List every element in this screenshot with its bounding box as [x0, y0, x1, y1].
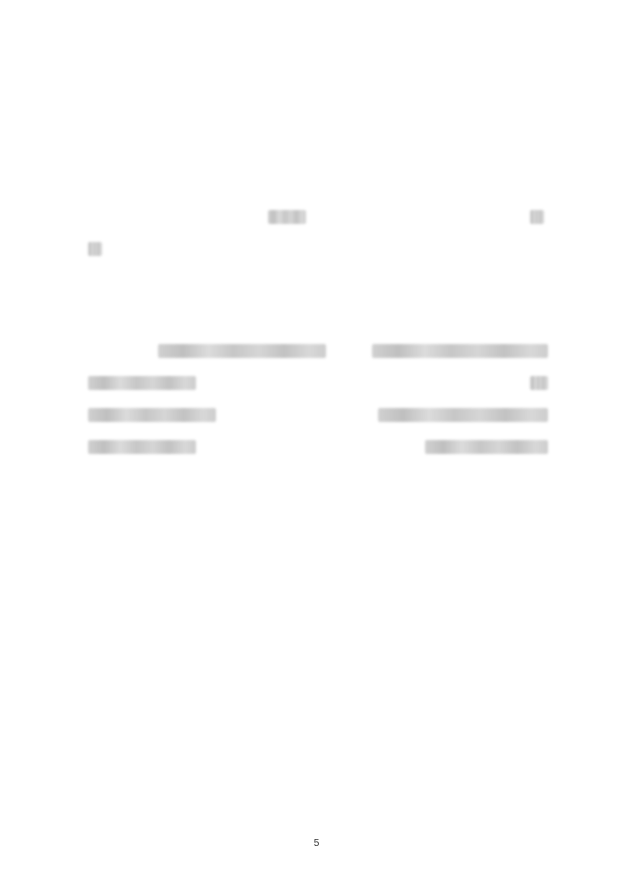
text-line-22	[0, 699, 633, 731]
text-line-5	[0, 137, 633, 169]
redacted-text	[158, 344, 326, 358]
redacted-text	[530, 376, 548, 390]
text-line-13	[0, 399, 633, 431]
text-line-6	[0, 169, 633, 201]
text-line-8	[0, 233, 633, 265]
text-line-7	[0, 201, 633, 233]
text-line-15	[0, 463, 633, 495]
redacted-text	[88, 376, 196, 390]
text-line-9	[0, 265, 633, 297]
text-line-21	[0, 667, 633, 699]
text-line-19	[0, 603, 633, 635]
text-line-2	[0, 41, 633, 73]
text-line-12	[0, 367, 633, 399]
redacted-text	[378, 408, 548, 422]
text-line-17	[0, 527, 633, 559]
text-line-16	[0, 495, 633, 527]
text-line-23	[0, 731, 633, 763]
text-line-20	[0, 635, 633, 667]
page-number: 5	[313, 838, 320, 849]
text-line-10	[0, 303, 633, 335]
redacted-text	[530, 210, 544, 224]
text-line-3	[0, 73, 633, 105]
redacted-text	[425, 440, 548, 454]
text-line-4	[0, 105, 633, 137]
redacted-text	[372, 344, 548, 358]
text-line-18	[0, 559, 633, 591]
redacted-text	[88, 242, 102, 256]
redacted-text	[268, 210, 306, 224]
redacted-text	[88, 408, 216, 422]
redacted-text	[88, 440, 196, 454]
text-line-1	[0, 9, 633, 41]
text-line-11	[0, 335, 633, 367]
text-line-14	[0, 431, 633, 463]
